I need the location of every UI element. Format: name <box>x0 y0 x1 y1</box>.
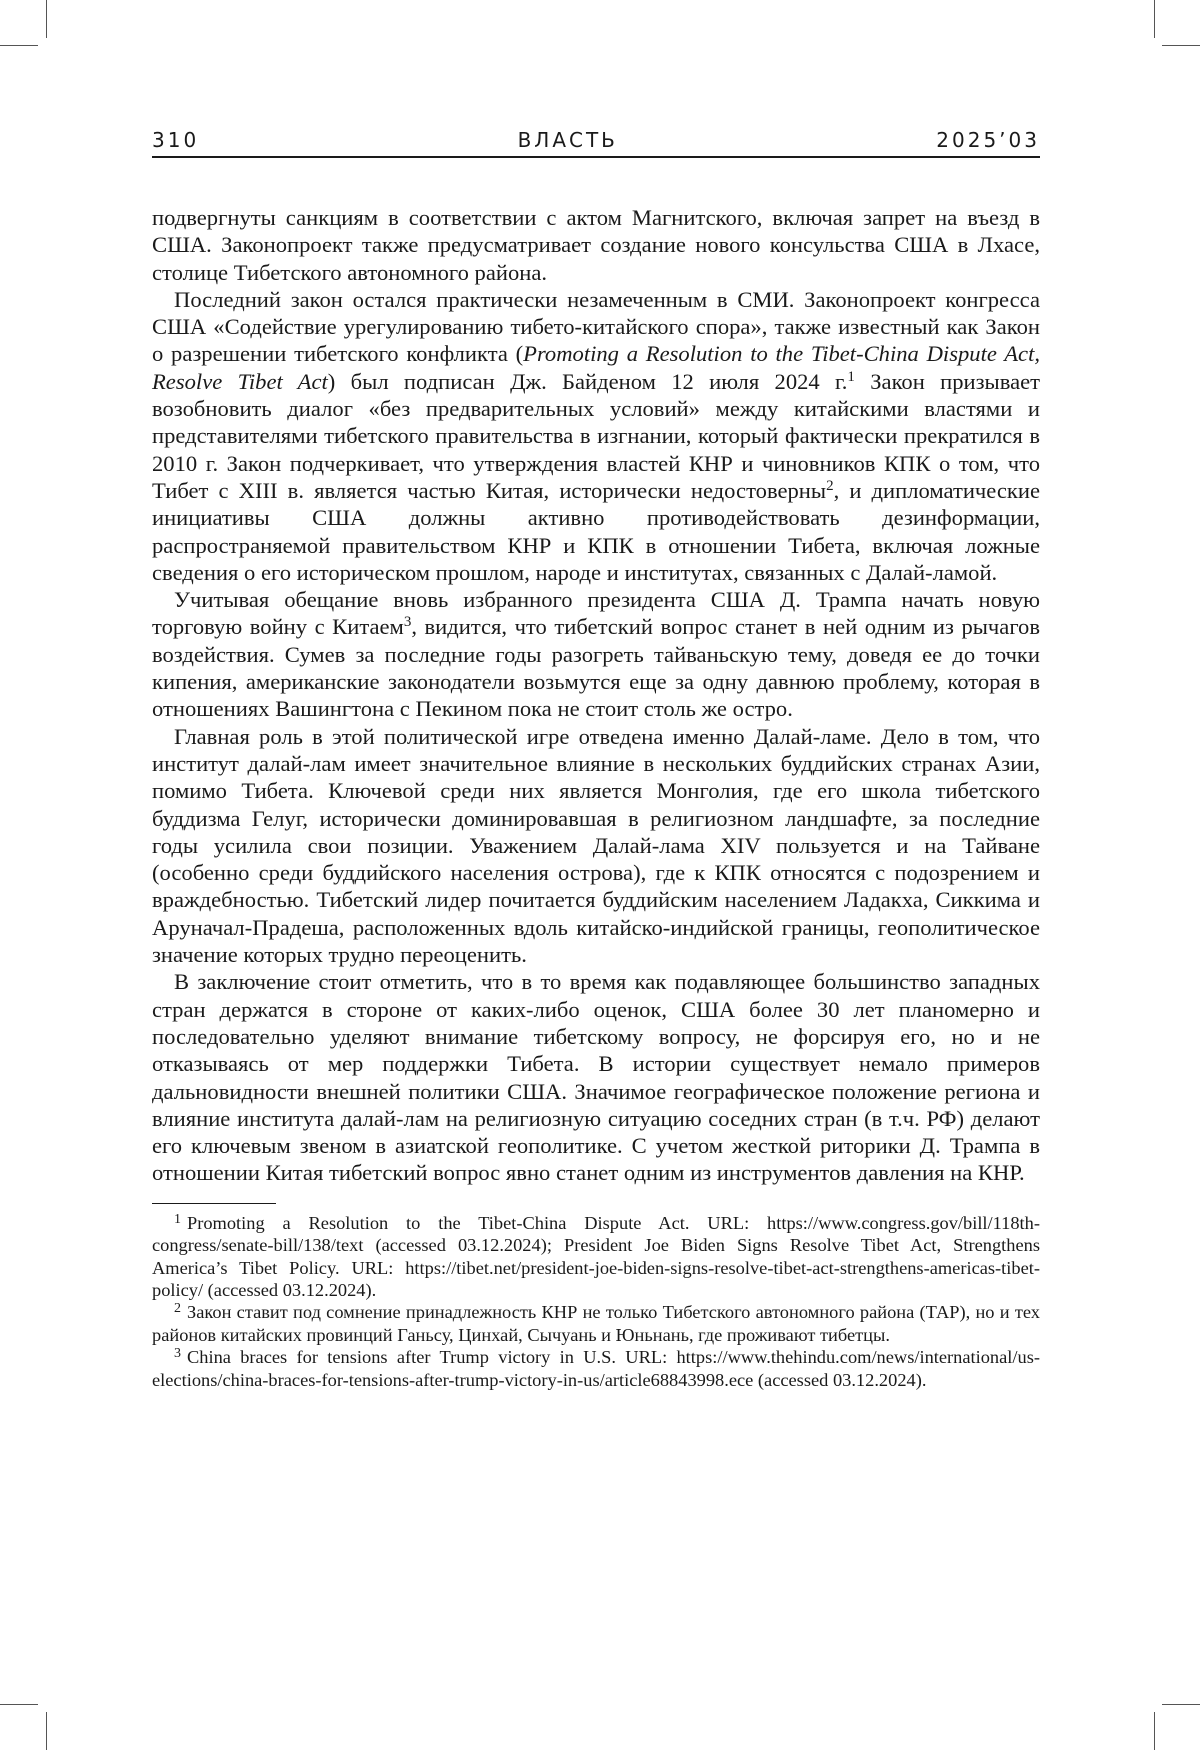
page <box>152 124 1040 1391</box>
paragraph: Главная роль в этой политической игре отведена именно Далай-ламе. Дело в том, что институт далай-лам имеет значительное влияние в нескольких буддийских странах Азии, помимо Тибета. Ключевой среди них является Монголия, где его школа тибетского буддизма Гелуг, исторически доминировавшая в религиозном ландшафте, за последние годы усилила свои позиции. Уважением Далай-лама XIV пользуется и на Тайване (особенно среди буддийского населения острова), где к КПК относятся с подозрением и враждебностью. Тибетский лидер почитается буддийским населением Ладакха, Сиккима и Аруначал-Прадеша, расположенных вдоль китайско-индийской границы, геополитическое значение которых трудно переоценить. <box>152 723 1040 969</box>
crop-mark <box>0 1704 38 1705</box>
footnote-text: China braces for tensions after Trump victory in U.S. URL: https://www.thehindu.com/news/international/us-elections/china-braces-for-tensions-after-trump-victory-in-us/article68843998.ece (accessed 03.12.2024). <box>152 1347 1040 1389</box>
text-span: , и дипломатические инициативы США должны активно противодействовать дезинформации, распространяемой правительством КНР и КПК в отношении Тибета, включая ложные сведения о его историческом прошлом, народе и институтах, связанных с Далай-ламой. <box>152 478 1040 585</box>
text-span: Закон призывает возобновить диалог «без предварительных условий» между китайскими властями и представителями тибетского правительства в изгнании, который фактически прекратился в 2010 г. Закон подчеркивает, что утверждения властей КНР и чиновников КПК о том, что Тибет с XIII в. является частью Китая, исторически недостоверны <box>152 369 1040 503</box>
text-span: , видится, что тибетский вопрос станет в ней одним из рычагов воздействия. Сумев за последние годы разогреть тайваньскую тему, доведя ее до точки кипения, американские законодатели возьмутся еще за одну давнюю проблему, которая в отношениях Вашингтона с Пекином пока не стоит столь же остро. <box>152 614 1040 721</box>
paragraph: подвергнуты санкциям в соответствии с актом Магнитского, включая запрет на въезд в США. Законопроект также предусматривает создание нового консульства США в Лхасе, столице Тибетского автономного района. <box>152 204 1040 286</box>
crop-mark <box>1154 1712 1155 1750</box>
text-span: Учитывая обещание вновь избранного президента США Д. Трампа начать новую торговую войну с Китаем <box>152 587 1040 639</box>
footnote-text: Закон ставит под сомнение принадлежность КНР не только Тибетского автономного района (ТАР), но и тех районов китайских провинций Ганьсу, Цинхай, Сычуань и Юньнань, где проживают тибетцы. <box>152 1302 1040 1344</box>
text-span: ) был подписан Дж. Байденом 12 июля 2024 г. <box>328 369 848 394</box>
footnote <box>152 1346 1040 1391</box>
paragraph <box>152 586 1040 722</box>
crop-mark <box>46 1712 47 1750</box>
footnote-ref[interactable]: 1 <box>847 369 855 385</box>
footnote-divider <box>152 1203 276 1204</box>
footnote-text: Promoting a Resolution to the Tibet-China Dispute Act. URL: https://www.congress.gov/bill/118th-congress/senate-bill/138/text (accessed 03.12.2024); President Joe Biden Signs Resolve Tibet Act, Strengthens America’s Tibet Policy. URL: https://tibet.net/president-joe-biden-signs-resolve-tibet-act-strengthens-americas-tibet-policy/ (accessed 03.12.2024). <box>152 1213 1040 1300</box>
footnote-marker: 3 <box>174 1346 181 1361</box>
footnote-marker: 1 <box>174 1212 181 1227</box>
paragraph: В заключение стоит отметить, что в то время как подавляющее большинство западных стран держатся в стороне от каких-либо оценок, США более 30 лет планомерно и последовательно уделяют внимание тибетскому вопросу, не форсируя его, но и не отказываясь от мер поддержки Тибета. В истории существует немало примеров дальновидности внешней политики США. Значимое географическое положение региона и влияние института далай-лам на религиозную ситуацию соседних стран (в т.ч. РФ) делают его ключевым звеном в азиатской геополитике. С учетом жесткой риторики Д. Трампа в отношении Китая тибетский вопрос явно станет одним из инструментов давления на КНР. <box>152 968 1040 1186</box>
crop-mark <box>1162 1704 1200 1705</box>
issue-number: 2025’03 <box>936 128 1040 152</box>
journal-title: ВЛАСТЬ <box>518 128 618 152</box>
crop-mark <box>46 0 47 38</box>
crop-mark <box>1162 45 1200 46</box>
running-head <box>152 124 1040 158</box>
text-span: Последний закон остался практически незамеченным в СМИ. Законопроект конгресса США «Содействие урегулированию тибето-китайского спора», также известный как Закон о разрешении тибетского конфликта ( <box>152 287 1040 367</box>
footnote-ref[interactable]: 3 <box>404 614 412 630</box>
crop-mark <box>1154 0 1155 38</box>
body-text <box>152 204 1040 1187</box>
footnote <box>152 1212 1040 1302</box>
footnote-ref[interactable]: 2 <box>826 478 834 494</box>
crop-mark <box>0 45 38 46</box>
italic-title: Promoting a Resolution to the Tibet-China Dispute Act, Resolve Tibet Act <box>152 341 1040 393</box>
page-number: 310 <box>152 128 199 152</box>
footnote-marker: 2 <box>174 1301 181 1316</box>
footnotes <box>152 1212 1040 1391</box>
paragraph <box>152 286 1040 586</box>
footnote <box>152 1301 1040 1346</box>
